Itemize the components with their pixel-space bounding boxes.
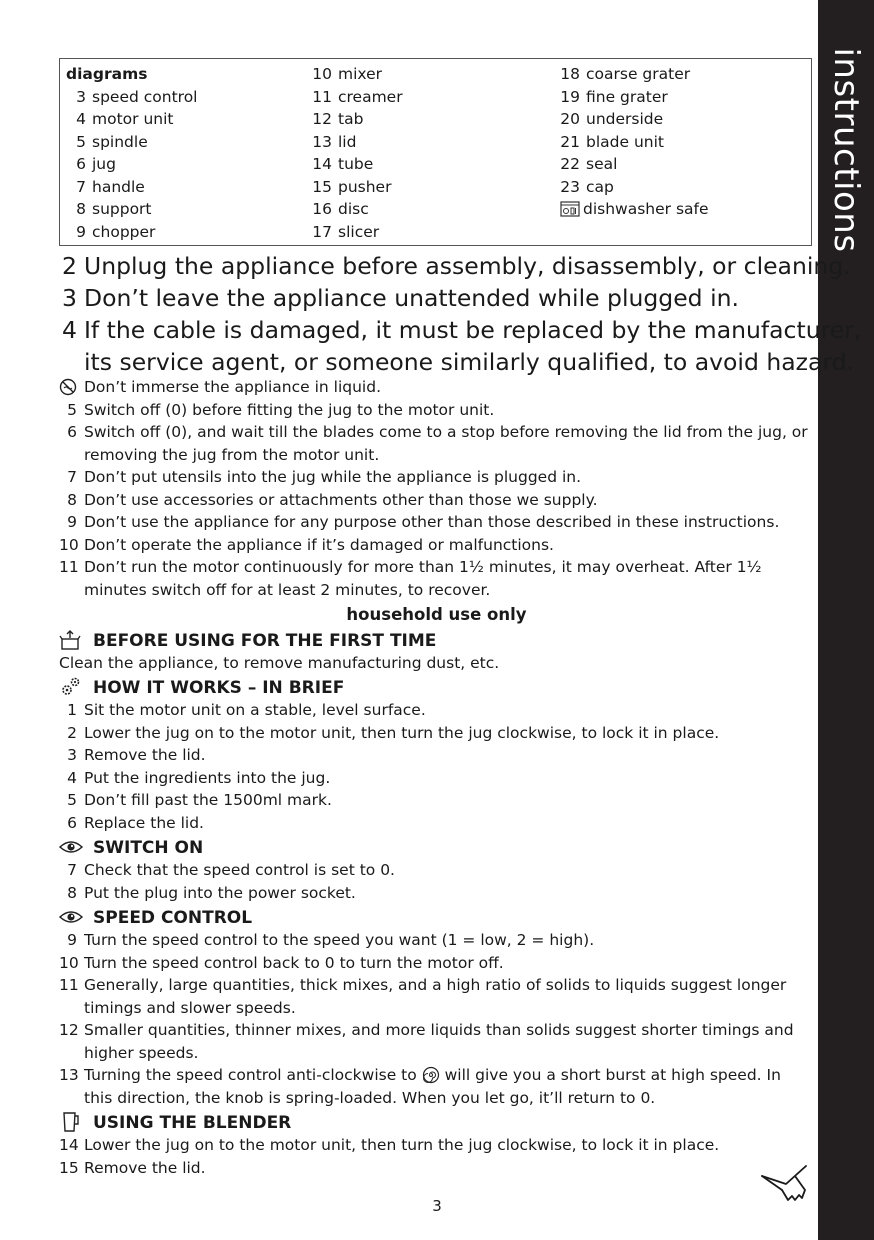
- diagram-item: 6 jug: [76, 155, 116, 173]
- dishwasher-icon: [560, 201, 580, 217]
- diagram-item: 17 slicer: [312, 222, 380, 241]
- safety-item: 10 Don’t operate the appliance if it’s damaged or malfunctions.: [59, 536, 554, 554]
- speed-control-item-continued: timings and slower speeds.: [84, 999, 296, 1017]
- diagram-item: 22 seal: [560, 155, 618, 173]
- pulse-item-continued: this direction, the knob is spring-loaded. When you let go, it’ll return to 0.: [84, 1089, 656, 1107]
- diagram-item: 5 spindle: [76, 132, 148, 151]
- diagram-item: 13 lid: [312, 132, 357, 151]
- diagram-item: 15 pusher: [312, 177, 392, 196]
- safety-item: 9 Don’t use the appliance for any purpose other than those described in these instructions.: [67, 513, 780, 531]
- speed-control-item: 10 Turn the speed control back to 0 to turn the motor off.: [59, 954, 504, 972]
- diagrams-column-2: [312, 63, 403, 243]
- diagram-item: 9 chopper: [76, 222, 156, 241]
- diagram-item: 20 underside: [560, 110, 664, 128]
- safety-item-continued: removing the jug from the motor unit.: [84, 446, 380, 464]
- page-number: 3: [432, 1197, 442, 1215]
- diagrams-box: [59, 58, 812, 246]
- diagram-item: 14 tube: [312, 155, 374, 173]
- safety-item: 5 Switch off (0) before fitting the jug to the motor unit.: [67, 401, 495, 419]
- safety-item-large: 3 Don’t leave the appliance unattended while plugged in.: [62, 284, 739, 312]
- diagram-item: 19 fine grater: [560, 87, 668, 106]
- how-it-works-heading: HOW IT WORKS – IN BRIEF: [59, 676, 344, 699]
- how-it-works-item: 3 Remove the lid.: [67, 746, 206, 764]
- safety-item-large: 4 If the cable is damaged, it must be replaced by the manufacturer,: [62, 316, 862, 344]
- diagram-item: 8 support: [76, 200, 152, 218]
- diagram-item: 3 speed control: [76, 87, 198, 106]
- speed-control-item: 9 Turn the speed control to the speed you want (1 = low, 2 = high).: [67, 931, 595, 949]
- switch-on-item: 7 Check that the speed control is set to 0.: [67, 861, 395, 879]
- using-blender-heading: USING THE BLENDER: [59, 1111, 291, 1134]
- safety-item: 11 Don’t run the motor continuously for more than 1½ minutes, it may overheat. After 1½: [59, 558, 762, 576]
- diagram-item: 10 mixer: [312, 65, 383, 83]
- eye-icon: [59, 906, 83, 928]
- using-blender-item: 14 Lower the jug on to the motor unit, then turn the jug clockwise, to lock it in place.: [59, 1136, 720, 1154]
- diagram-item: 16 disc: [312, 200, 369, 218]
- switch-on-heading: SWITCH ON: [59, 836, 203, 859]
- how-it-works-item: 1 Sit the motor unit on a stable, level surface.: [67, 701, 426, 719]
- speed-control-heading: SPEED CONTROL: [59, 906, 252, 929]
- pulse-icon: [422, 1066, 440, 1084]
- safety-item-continued: minutes switch off for at least 2 minutes, to recover.: [84, 581, 491, 599]
- diagram-item: 11 creamer: [312, 87, 403, 106]
- unpack-box-icon: [59, 629, 83, 651]
- using-blender-item: 15 Remove the lid.: [59, 1159, 206, 1177]
- household-use-only: household use only: [346, 605, 527, 624]
- how-it-works-item: 6 Replace the lid.: [67, 814, 204, 832]
- pulse-item: 13 Turning the speed control anti-clockwise to will give you a short burst at high speed. In: [59, 1066, 781, 1084]
- how-it-works-item: 5 Don’t fill past the 1500ml mark.: [67, 791, 332, 809]
- diagram-item: 18 coarse grater: [560, 65, 691, 83]
- safety-item-large-continued: its service agent, or someone similarly qualified, to avoid hazard.: [84, 348, 855, 376]
- diagrams-column-1: [66, 63, 197, 243]
- eye-icon: [59, 836, 83, 858]
- safety-item-large: 2 Unplug the appliance before assembly, disassembly, or cleaning.: [62, 252, 851, 280]
- how-it-works-item: 4 Put the ingredients into the jug.: [67, 769, 331, 787]
- diagram-item: 21 blade unit: [560, 132, 664, 151]
- no-immerse-icon: [59, 378, 77, 396]
- speed-control-item-continued: higher speeds.: [84, 1044, 199, 1062]
- before-first-use-heading: BEFORE USING FOR THE FIRST TIME: [59, 629, 436, 652]
- speed-control-item: 11 Generally, large quantities, thick mixes, and a high ratio of solids to liquids suggest longer: [59, 976, 787, 994]
- diagram-item: 4 motor unit: [76, 110, 174, 128]
- gears-icon: [59, 676, 83, 698]
- diagram-item: 23 cap: [560, 177, 614, 196]
- diagram-item: 12 tab: [312, 110, 364, 128]
- safety-item: 6 Switch off (0), and wait till the blades come to a stop before removing the lid from the jug, or: [67, 423, 808, 441]
- jug-icon: [59, 1111, 83, 1133]
- diagrams-heading: diagrams: [66, 65, 148, 83]
- before-first-use-text: Clean the appliance, to remove manufacturing dust, etc.: [59, 654, 500, 672]
- safety-item: 8 Don’t use accessories or attachments other than those we supply.: [67, 491, 598, 509]
- safety-item: 7 Don’t put utensils into the jug while the appliance is plugged in.: [67, 468, 582, 486]
- dishwasher-safe-row: dishwasher safe: [560, 198, 709, 221]
- diagram-item: 7 handle: [76, 177, 145, 196]
- how-it-works-item: 2 Lower the jug on to the motor unit, then turn the jug clockwise, to lock it in place.: [67, 724, 720, 742]
- no-immerse-line: Don’t immerse the appliance in liquid.: [59, 376, 814, 399]
- diagrams-column-3: [560, 63, 709, 221]
- switch-on-item: 8 Put the plug into the power socket.: [67, 884, 356, 902]
- speed-control-item: 12 Smaller quantities, thinner mixes, and more liquids than solids suggest shorter timings and: [59, 1021, 794, 1039]
- side-title: instructions: [826, 47, 866, 253]
- side-bar: [818, 0, 874, 1240]
